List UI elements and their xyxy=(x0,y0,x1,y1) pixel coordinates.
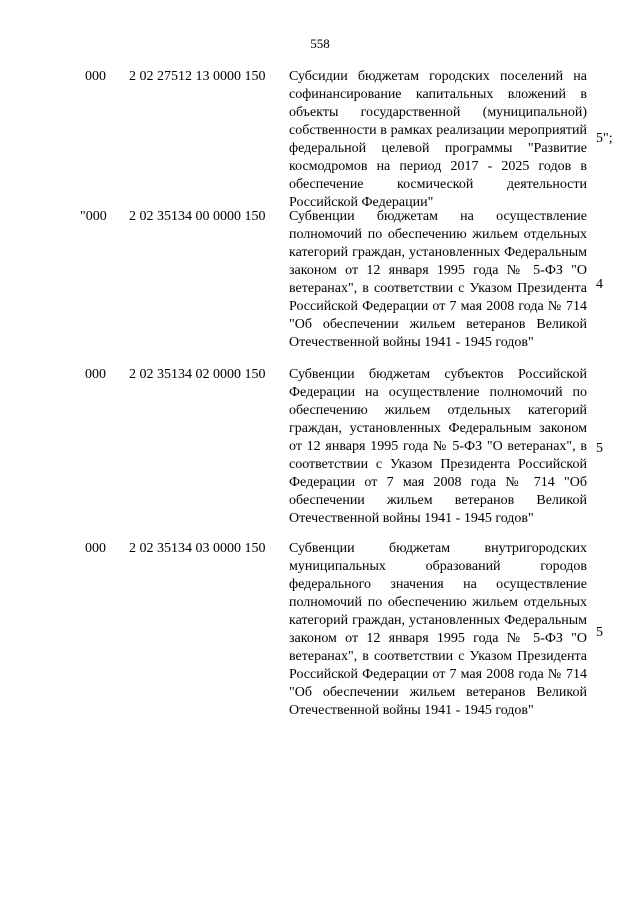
row-value: 5 xyxy=(596,625,603,640)
admin-code: 000 xyxy=(85,69,106,84)
row-description: Субсидии бюджетам городских поселений на софинансирование капитальных вложений в объекты государственной (муниципальной) собственности в рамках реализации мероприятий федеральной целевой программы "Развитие космодромов на период 2017 - 2025 годов в обеспечение космической деятельности Российской Федерации" xyxy=(289,69,587,210)
row-value: 5 xyxy=(596,441,603,456)
kbk-code: 2 02 35134 02 0000 150 xyxy=(129,367,266,382)
row-description: Субвенции бюджетам внутригородских муниципальных образований городов федерального значения на осуществление полномочий по обеспечению жильем отдельных категорий граждан, установленных Федеральным законом от 12 января 1995 года № 5-ФЗ "О ветеранах", в соответствии с Указом Президента Российской Федерации от 7 мая 2008 года № 714 "Об обеспечении жильем ветеранов Великой Отечественной войны 1941 - 1945 годов" xyxy=(289,541,587,718)
row-description: Субвенции бюджетам субъектов Российской Федерации на осуществление полномочий по обеспечению жильем отдельных категорий граждан, установленных Федеральным законом от 12 января 1995 года № 5-ФЗ "О ветеранах", в соответствии с Указом Президента Российской Федерации от 7 мая 2008 года № 714 "Об обеспечении жильем ветеранов Великой Отечественной войны 1941 - 1945 годов" xyxy=(289,367,587,526)
kbk-code: 2 02 35134 03 0000 150 xyxy=(129,541,266,556)
admin-code: 000 xyxy=(85,367,106,382)
row-value: 5"; xyxy=(596,131,613,146)
kbk-code: 2 02 35134 00 0000 150 xyxy=(129,209,266,224)
admin-code: "000 xyxy=(80,209,107,224)
kbk-code: 2 02 27512 13 0000 150 xyxy=(129,69,266,84)
admin-code: 000 xyxy=(85,541,106,556)
page-number: 558 xyxy=(310,36,330,51)
row-description: Субвенции бюджетам на осуществление полномочий по обеспечению жильем отдельных категорий граждан, установленных Федеральным законом от 12 января 1995 года № 5-ФЗ "О ветеранах", в соответствии с Указом Президента Российской Федерации от 7 мая 2008 года № 714 "Об обеспечении жильем ветеранов Великой Отечественной войны 1941 - 1945 годов" xyxy=(289,209,587,350)
row-value: 4 xyxy=(596,277,603,292)
